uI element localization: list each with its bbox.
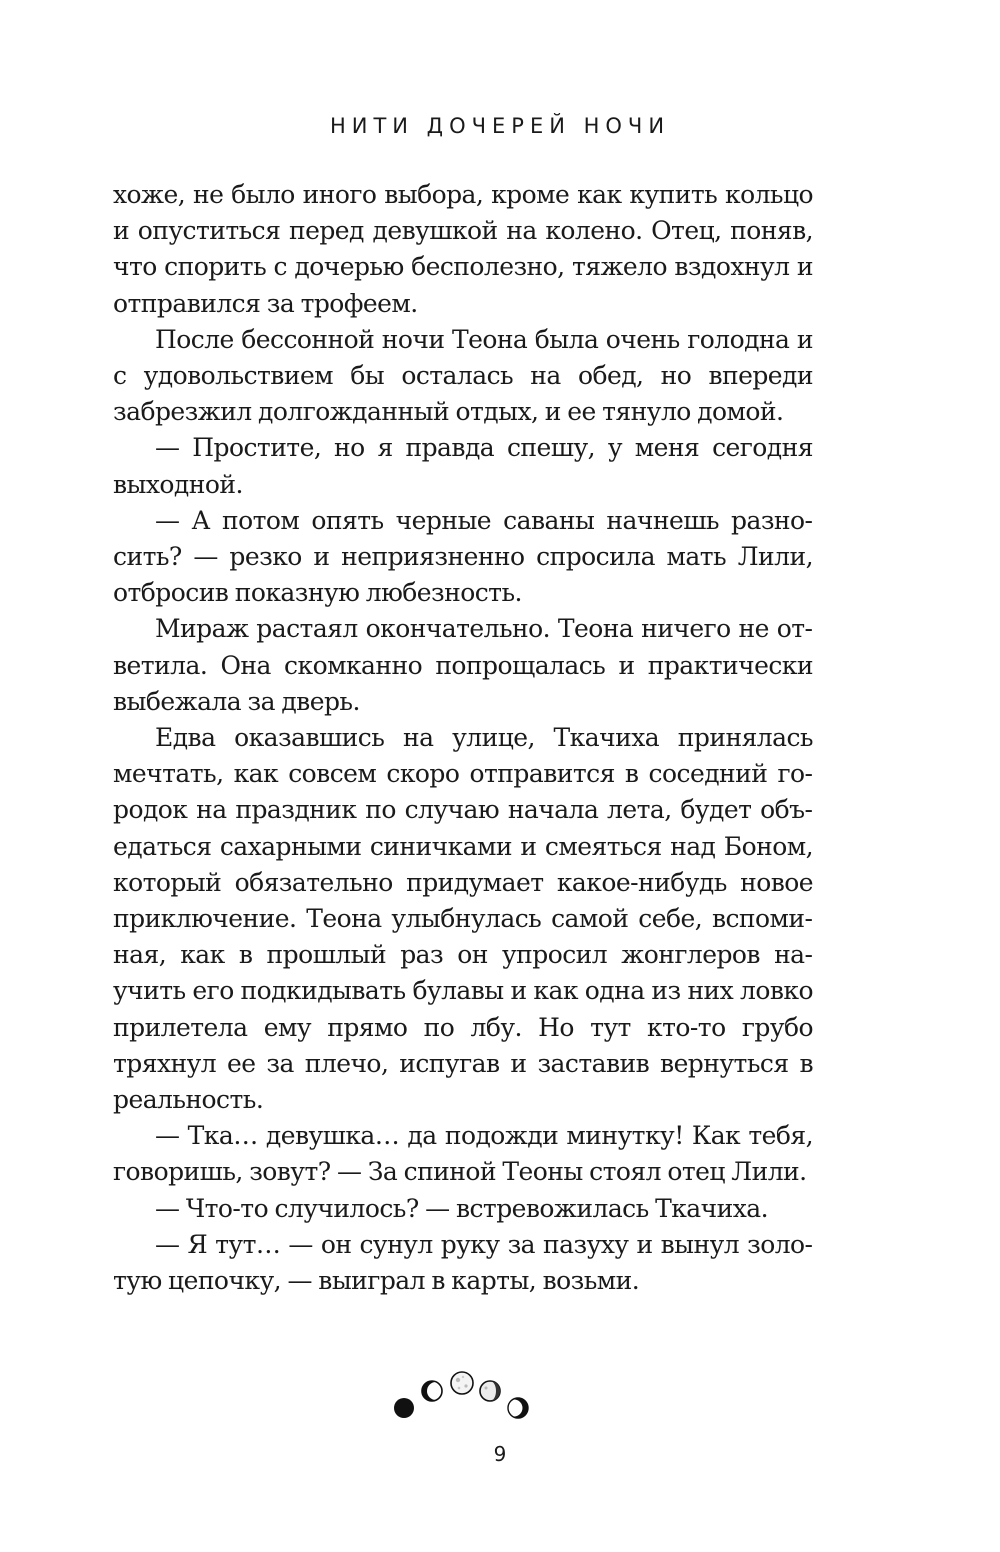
paragraph: Мираж растаял окончательно. Теона ничего не ответила. Она скомканно попрощалась и практически выбежала за дверь. xyxy=(113,614,813,716)
moon-phases-icon xyxy=(380,1362,620,1452)
paragraph: После бессонной ночи Теона была очень голодна и с удовольствием бы осталась на обед, но впереди забрезжил долгожданный отдых, и ее тянуло домой. xyxy=(113,324,813,427)
running-title: НИТИ ДОЧЕРЕЙ НОЧИ xyxy=(329,114,671,138)
paragraph: — Я тут… — он сунул руку за пазуху и вынул золотую цепочку, — выиграл в карты, возьми. xyxy=(113,1229,813,1296)
paragraph: — Простите, но я правда спешу, у меня сегодня выходной. xyxy=(113,433,813,499)
paragraph: — Что-то случилось? — встревожилась Ткачиха. xyxy=(155,1193,769,1223)
body-text xyxy=(113,177,813,1299)
paragraph: хоже, не было иного выбора, кроме как купить кольцо и опуститься перед девушкой на колено. Отец, поняв, что спорить с дочерью бесполезно, тяжело вздохнул и отправился за трофеем. xyxy=(113,180,813,318)
paragraph: — А потом опять черные саваны начнешь разносить? — резко и неприязненно спросила мать Лили, отбросив показную любезность. xyxy=(113,505,813,608)
paragraph: Едва оказавшись на улице, Ткачиха принялась мечтать, как совсем скоро отправится в соседний городок на праздник по случаю начала лета, будет объедаться сахарными синичками и смеяться над Боном, который обязательно придумает какое-нибудь новое приключение. Теона улыбнулась самой себе, вспоминая, как в прошлый раз он упросил жонглеров научить его подкидывать булавы и как одна из них ловко прилетела ему прямо по лбу. Но тут кто-то грубо тряхнул ее за плечо, испугав и заставив вернуться в реальность. xyxy=(113,723,813,1115)
page-number: 9 xyxy=(493,1442,507,1466)
paragraph: — Тка… девушка… да подожди минутку! Как тебя, говоришь, зовут? — За спиной Теоны стоял отец Лили. xyxy=(113,1121,813,1187)
